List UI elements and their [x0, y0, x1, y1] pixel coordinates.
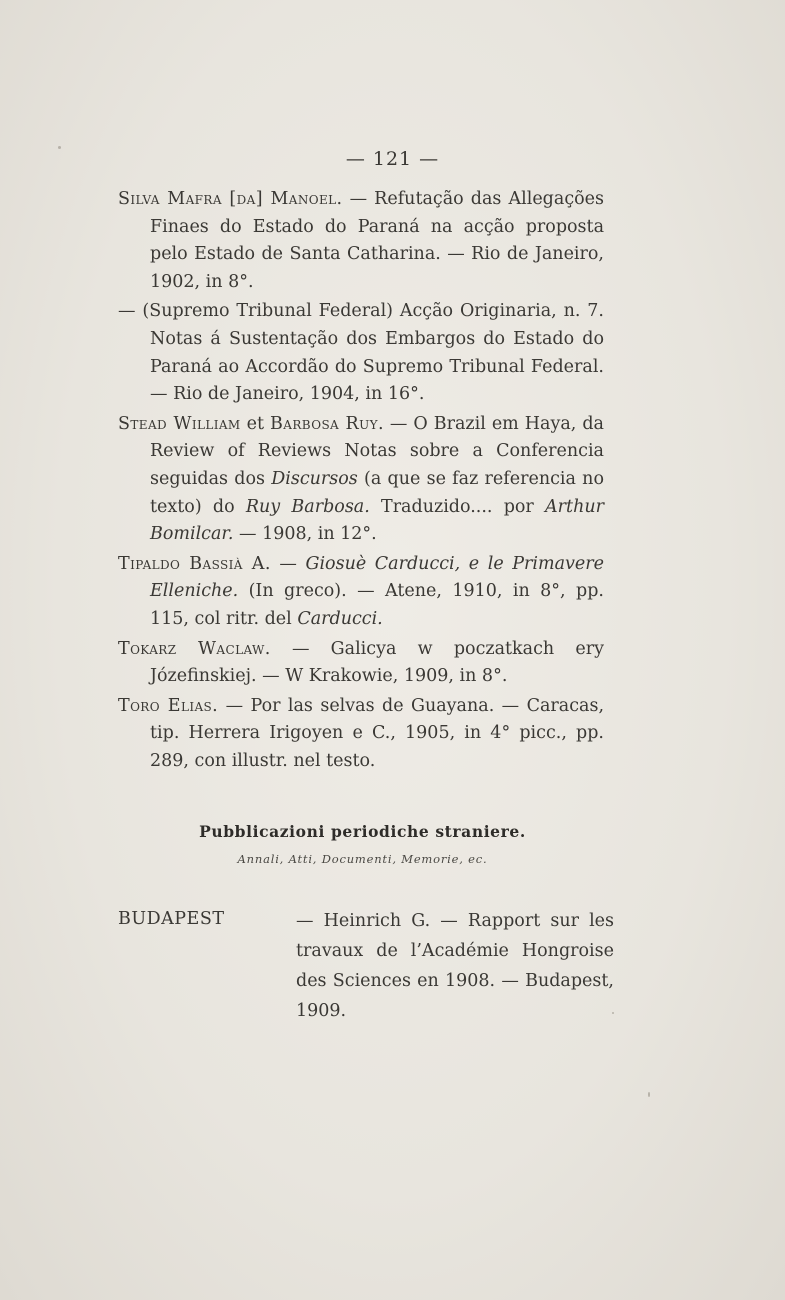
entry-text: — Por las selvas de Guayana. — Caracas, tip. Herrera Irigoyen e C., 1905, in 4° picc., pp. 289, con illustr. nel testo. — [150, 695, 605, 771]
entry-text: — Galicya w poczatkach ery Józefinskiej. — W Krakowie, 1909, in 8°. — [150, 638, 604, 687]
entry-text: Traduzido.... por — [369, 496, 546, 517]
entry-text: — 1908, in 12°. — [233, 524, 377, 545]
paper-speck — [648, 1092, 650, 1097]
entry-author: Barbosa Ruy. — [270, 413, 384, 434]
entry-italic: Giosuè Carducci, e le Primavere Elleniche. — [150, 553, 604, 602]
bibliography-entry — [118, 186, 604, 296]
bibliography-entry — [118, 551, 604, 634]
entry-text: — — [270, 553, 306, 574]
periodical-city: BUDAPEST — [118, 909, 225, 929]
entry-text: (a que se faz referencia no texto) do — [150, 468, 604, 517]
entry-text: — Refutação das Allegações Finaes do Estado do Paraná na acção proposta pelo Estado de Santa Catharina. — Rio de Janeiro, 1902, in 8°. — [150, 189, 604, 292]
entry-author: Silva Mafra [da] Manoel. — [118, 189, 343, 209]
periodical-entry: — Heinrich G. — Rapport sur les travaux de l’Académie Hongroise des Sciences en 1908. — Budapest, 1909. — [296, 911, 614, 1021]
entry-author: Tipaldo Bassià A. — [118, 553, 271, 574]
entry-italic: Carducci. — [297, 608, 383, 629]
bibliography-entry — [118, 636, 604, 691]
entry-text: (In greco). — Atene, 1910, in 8°, pp. 115, col ritr. del — [150, 581, 604, 629]
bibliography-entry — [118, 411, 604, 549]
section-subtitle: Annali, Atti, Documenti, Memorie, ec. — [237, 852, 488, 866]
bibliography-list — [118, 186, 604, 777]
entry-author: Toro Elias. — [118, 695, 219, 716]
entry-italic: Arthur Bomilcar. — [150, 496, 604, 545]
entry-text: — (Supremo Tribunal Federal) Acção Originaria, n. 7. Notas á Sustentação dos Embargos do Estado do Paraná ao Accordão do Supremo Tribunal Federal. — Rio de Janeiro, 1904, in 16°. — [118, 301, 604, 405]
bibliography-entry — [118, 298, 604, 408]
section-title: Pubblicazioni periodiche straniere. — [199, 822, 526, 841]
entry-italic: Ruy Barbosa. — [245, 496, 370, 517]
entry-author: Stead William — [118, 413, 241, 434]
page-number: — 121 — — [345, 148, 440, 170]
entry-author-join: et — [240, 413, 270, 434]
entry-author: Tokarz Waclaw. — [118, 638, 271, 659]
bibliography-entry — [118, 693, 604, 776]
entry-italic: Discursos — [271, 468, 358, 489]
entry-text: — O Brazil em Haya, da Review of Reviews Notas sobre a Conferencia seguidas dos — [150, 413, 604, 489]
